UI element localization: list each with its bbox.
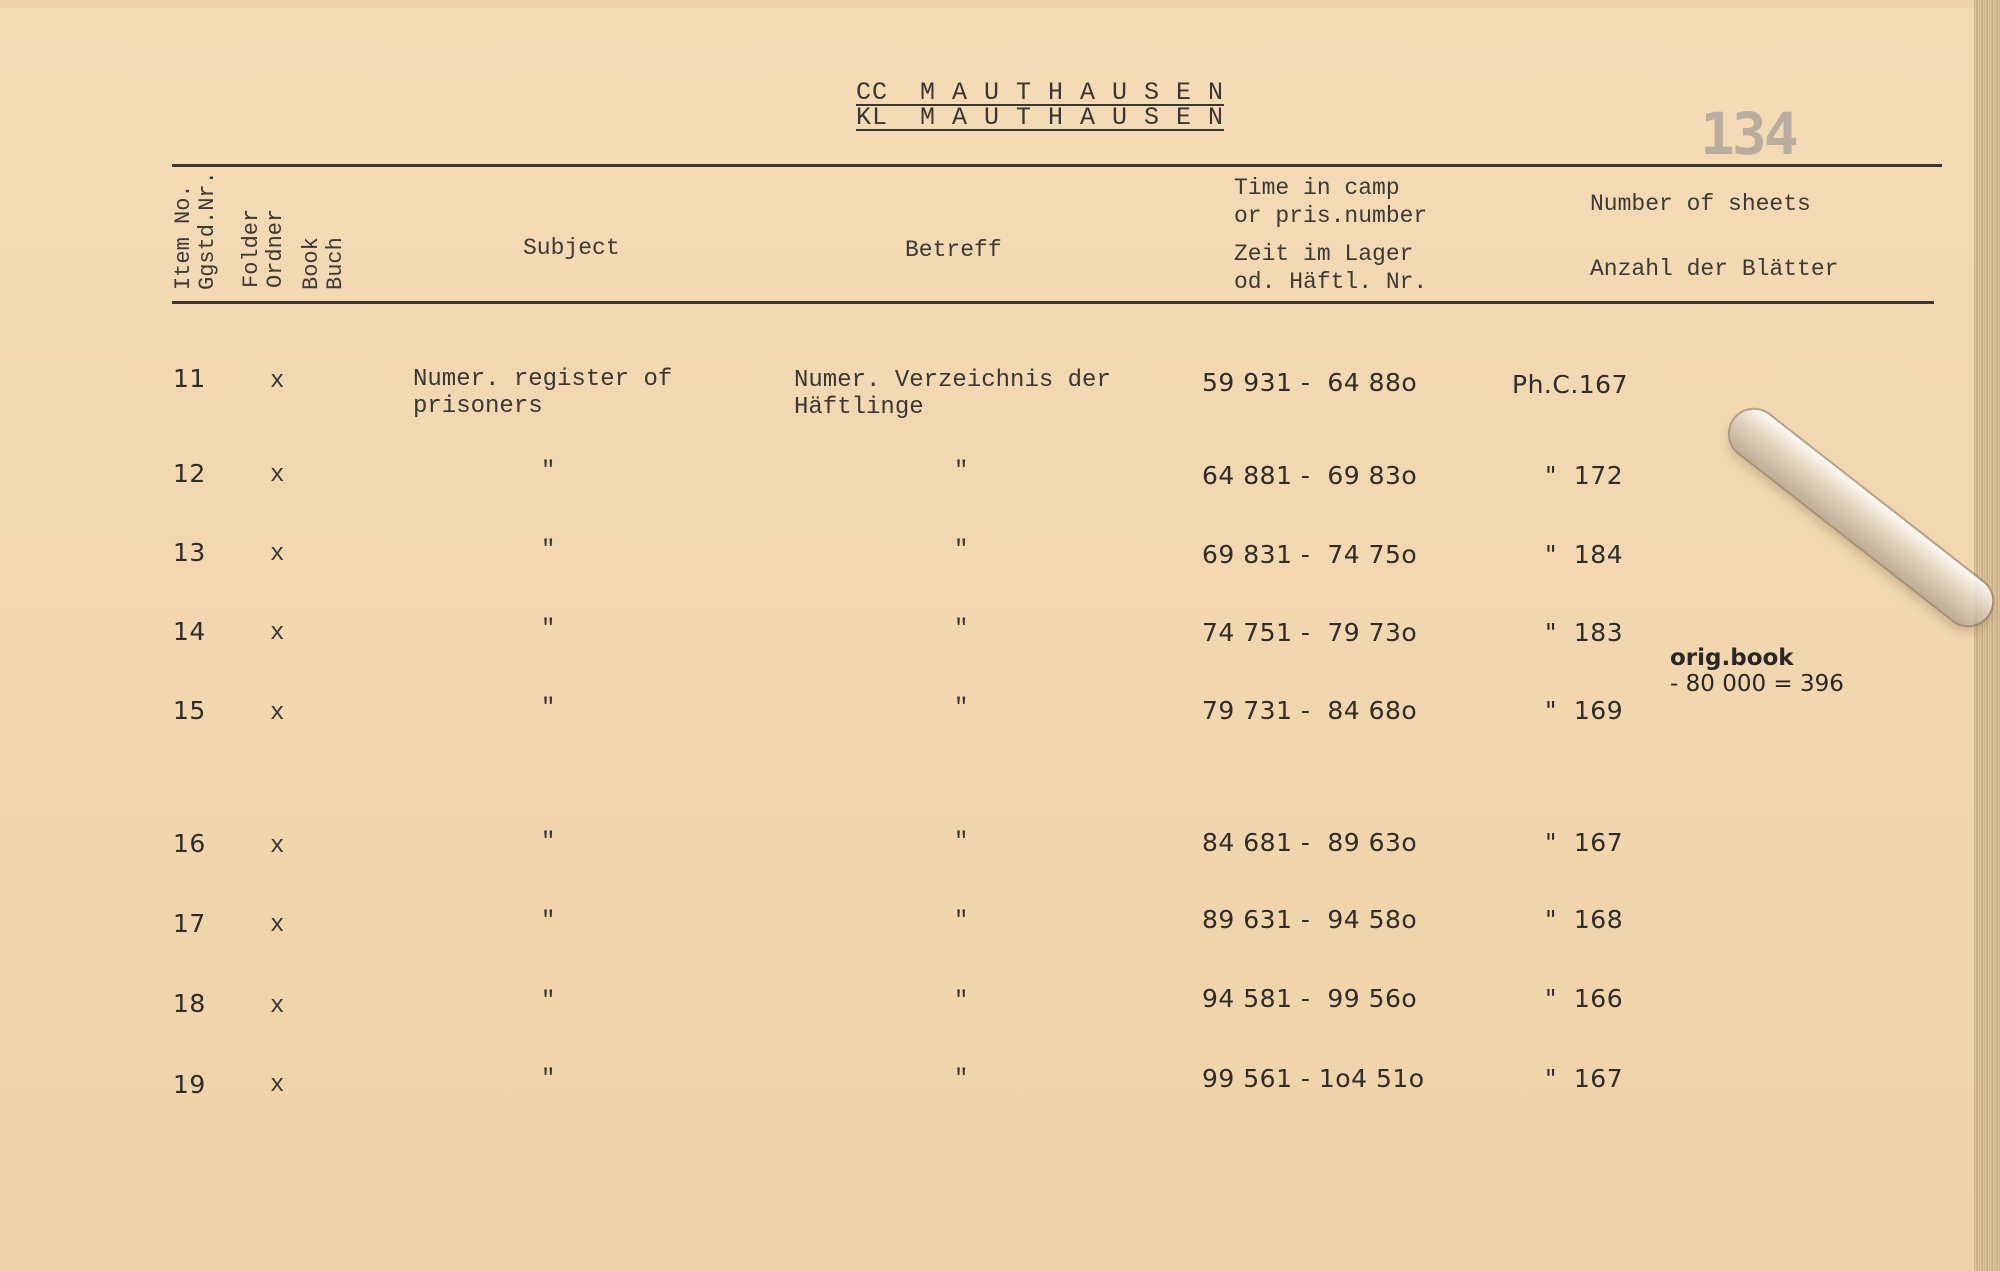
row-item: 14 bbox=[173, 617, 206, 646]
header-bottom-rule bbox=[172, 301, 1934, 304]
row-number-range: 59 931 - 64 88o bbox=[1202, 368, 1418, 397]
col-sheets-en: Number of sheets bbox=[1590, 191, 1811, 217]
row-folder-mark: x bbox=[270, 368, 285, 395]
row-sheets: " 169 bbox=[1545, 696, 1624, 725]
row-subject-ditto: " bbox=[541, 908, 556, 935]
row-folder-mark: x bbox=[270, 700, 285, 727]
row-betreff-ditto: " bbox=[954, 1066, 969, 1093]
col-item-no: Item No. Ggstd.Nr. bbox=[171, 171, 220, 290]
row-folder-mark: x bbox=[270, 541, 285, 568]
col-folder: Folder Ordner bbox=[239, 208, 288, 288]
page-number: 134 bbox=[1700, 100, 1796, 168]
row-betreff-ditto: " bbox=[954, 829, 969, 856]
row-sheets: " 167 bbox=[1545, 828, 1624, 857]
row-number-range: 74 751 - 79 73o bbox=[1202, 618, 1418, 647]
row-betreff-ditto: " bbox=[954, 908, 969, 935]
row-betreff-ditto: " bbox=[954, 616, 969, 643]
row-sheets: " 183 bbox=[1545, 618, 1624, 647]
row-number-range: 79 731 - 84 68o bbox=[1202, 696, 1418, 725]
col-sheets-de: Anzahl der Blätter bbox=[1590, 256, 1839, 282]
row-sheets: " 172 bbox=[1545, 461, 1624, 490]
row-subject-ditto: " bbox=[541, 616, 556, 643]
row-subject-ditto: " bbox=[541, 537, 556, 564]
col-subject: Subject bbox=[523, 235, 620, 261]
row-folder-mark: x bbox=[270, 912, 285, 939]
header-line-cc: CC M A U T H A U S E N bbox=[856, 78, 1225, 107]
row-subject-ditto: " bbox=[541, 988, 556, 1015]
row-sheets: Ph.C.167 bbox=[1512, 370, 1628, 399]
header-top-rule bbox=[172, 164, 1942, 167]
col-betreff: Betreff bbox=[905, 237, 1002, 263]
row-folder-mark: x bbox=[270, 462, 285, 489]
row-subject-ditto: " bbox=[541, 829, 556, 856]
row-betreff-ditto: " bbox=[954, 695, 969, 722]
row-item: 17 bbox=[173, 909, 206, 938]
row-item: 19 bbox=[173, 1070, 206, 1099]
header-line-kl: KL M A U T H A U S E N bbox=[856, 103, 1225, 132]
col-book: Book Buch bbox=[299, 237, 348, 290]
row-item: 16 bbox=[173, 829, 206, 858]
margin-note-line2: - 80 000 = 396 bbox=[1670, 671, 1844, 697]
row-sheets: " 167 bbox=[1545, 1064, 1624, 1093]
row-item: 11 bbox=[173, 364, 206, 393]
row-sheets: " 168 bbox=[1545, 905, 1624, 934]
row-sheets: " 166 bbox=[1545, 984, 1624, 1013]
page-stack-edge bbox=[1974, 0, 2000, 1271]
row-betreff-ditto: " bbox=[954, 988, 969, 1015]
row-sheets: " 184 bbox=[1545, 540, 1624, 569]
row-number-range: 69 831 - 74 75o bbox=[1202, 540, 1418, 569]
row-folder-mark: x bbox=[270, 620, 285, 647]
row-number-range: 99 561 - 1o4 51o bbox=[1202, 1064, 1425, 1093]
row-betreff-ditto: " bbox=[954, 458, 969, 485]
row-number-range: 89 631 - 94 58o bbox=[1202, 905, 1418, 934]
row-folder-mark: x bbox=[270, 833, 285, 860]
row-folder-mark: x bbox=[270, 1072, 285, 1099]
row-subject-ditto: " bbox=[541, 695, 556, 722]
row-number-range: 84 681 - 89 63o bbox=[1202, 828, 1418, 857]
col-time-en: Time in camp or pris.number bbox=[1234, 175, 1428, 229]
row-betreff: Numer. Verzeichnis der Häftlinge bbox=[794, 367, 1111, 421]
row-number-range: 64 881 - 69 83o bbox=[1202, 461, 1418, 490]
row-folder-mark: x bbox=[270, 993, 285, 1020]
row-subject-ditto: " bbox=[541, 458, 556, 485]
row-item: 13 bbox=[173, 538, 206, 567]
margin-note-line1: orig.book bbox=[1670, 645, 1794, 671]
row-betreff-ditto: " bbox=[954, 537, 969, 564]
row-subject-ditto: " bbox=[541, 1066, 556, 1093]
row-subject: Numer. register of prisoners bbox=[413, 366, 673, 420]
row-item: 12 bbox=[173, 459, 206, 488]
col-time-de: Zeit im Lager od. Häftl. Nr. bbox=[1234, 241, 1428, 295]
row-item: 18 bbox=[173, 989, 206, 1018]
row-item: 15 bbox=[173, 696, 206, 725]
row-number-range: 94 581 - 99 56o bbox=[1202, 984, 1418, 1013]
